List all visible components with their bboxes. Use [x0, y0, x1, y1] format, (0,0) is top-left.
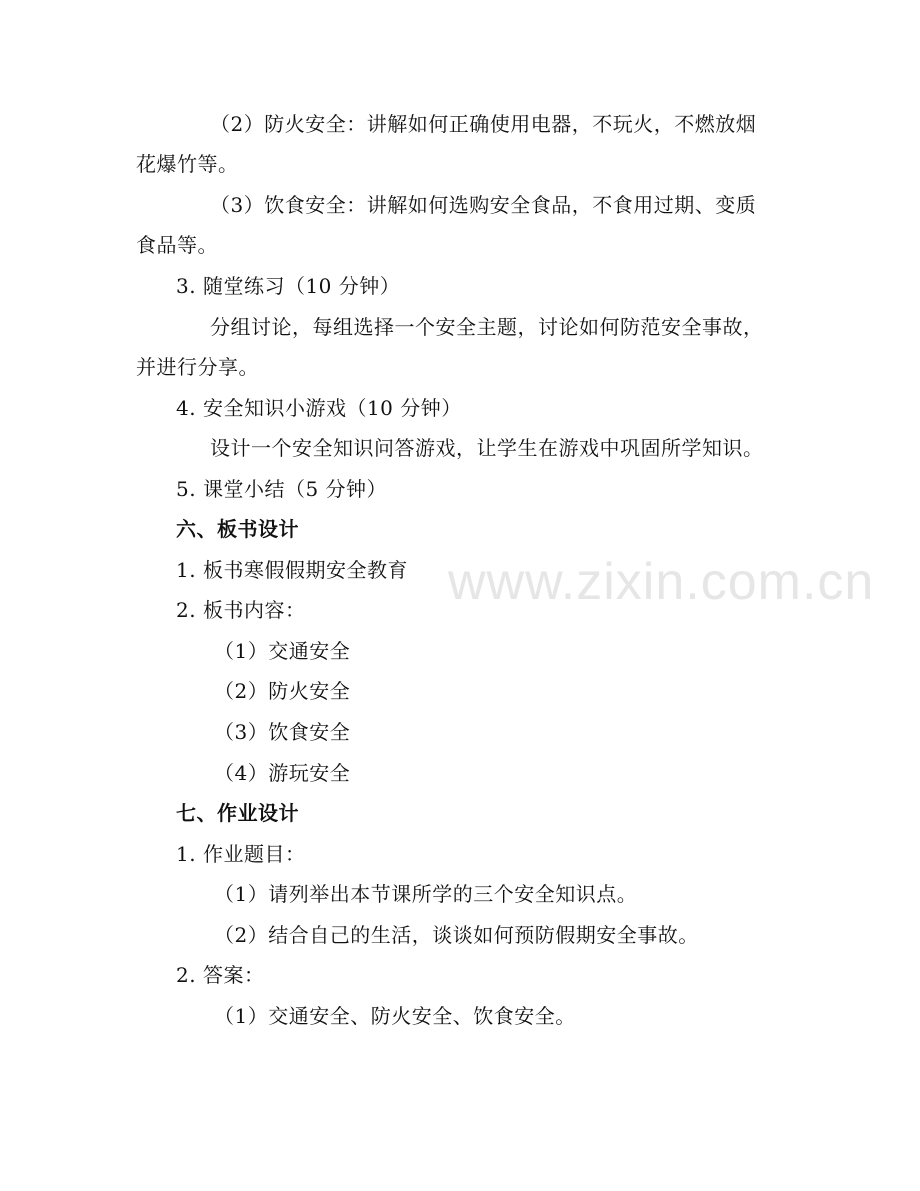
text-line-food-safety: （3）饮食安全：讲解如何选购安全食品，不食用过期、变质 — [210, 193, 757, 217]
list-item-board-content: 2. 板书内容： — [176, 598, 306, 622]
text-line-food-safety-cont: 食品等。 — [136, 233, 218, 257]
text-line-game-desc: 设计一个安全知识问答游戏，让学生在游戏中巩固所学知识。 — [210, 436, 764, 460]
sub-item-question-1: （1）请列举出本节课所学的三个安全知识点。 — [214, 882, 638, 906]
sub-item-fire-safety: （2）防火安全 — [214, 679, 351, 703]
text-line-fire-safety: （2）防火安全：讲解如何正确使用电器，不玩火，不燃放烟 — [210, 112, 757, 136]
list-item-answers: 2. 答案： — [176, 963, 265, 987]
text-line-practice-desc-cont: 并进行分享。 — [136, 355, 259, 379]
sub-item-traffic-safety: （1）交通安全 — [214, 639, 351, 663]
sub-item-play-safety: （4）游玩安全 — [214, 761, 351, 785]
list-item-summary: 5. 课堂小结（5 分钟） — [176, 477, 388, 501]
list-item-practice: 3. 随堂练习（10 分钟） — [176, 274, 401, 298]
sub-item-question-2: （2）结合自己的生活，谈谈如何预防假期安全事故。 — [214, 923, 699, 947]
sub-item-answer-1: （1）交通安全、防火安全、饮食安全。 — [214, 1004, 576, 1028]
text-line-practice-desc: 分组讨论，每组选择一个安全主题，讨论如何防范安全事故， — [210, 315, 764, 339]
sub-item-food-safety: （3）饮食安全 — [214, 720, 351, 744]
list-item-board-title: 1. 板书寒假假期安全教育 — [176, 558, 408, 582]
section-heading-homework: 七、作业设计 — [176, 801, 299, 825]
section-heading-board-design: 六、板书设计 — [176, 517, 299, 541]
text-line-fire-safety-cont: 花爆竹等。 — [136, 152, 239, 176]
list-item-homework-questions: 1. 作业题目： — [176, 842, 306, 866]
watermark: www.zixin.com.cn — [448, 553, 875, 611]
list-item-game: 4. 安全知识小游戏（10 分钟） — [176, 396, 462, 420]
